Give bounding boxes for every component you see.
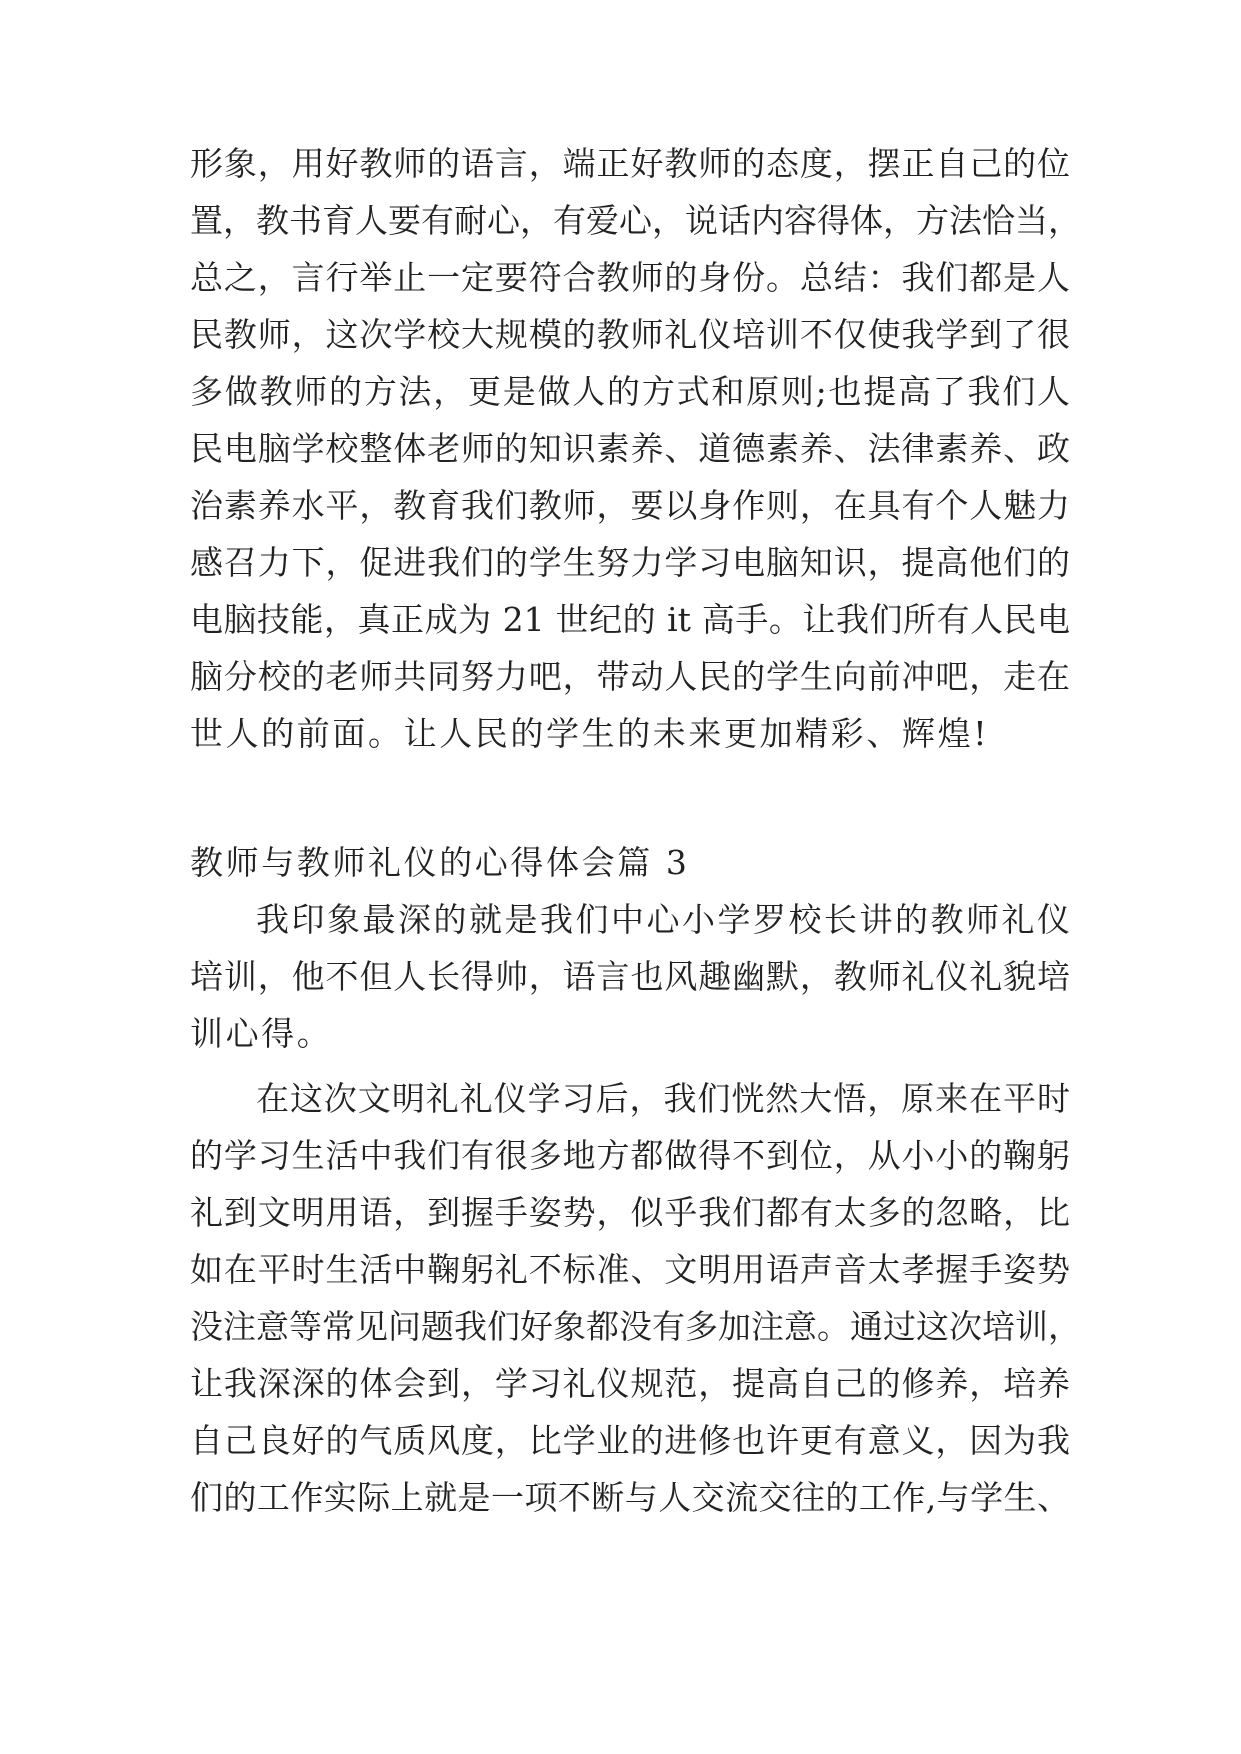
section-heading: 教师与教师礼仪的心得体会篇 3: [190, 843, 690, 882]
body-text-line: 民教师，这次学校大规模的教师礼仪培训不仅使我学到了很: [190, 315, 1070, 354]
body-text-line: 民电脑学校整体老师的知识素养、道德素养、法律素养、政: [190, 429, 1070, 468]
body-text-line: 训心得。: [190, 1014, 333, 1053]
body-text-line: 让我深深的体会到，学习礼仪规范，提高自己的修养，培养: [190, 1364, 1070, 1403]
body-text-line: 置，教书育人要有耐心，有爱心，说话内容得体，方法恰当，: [190, 201, 1081, 240]
body-text-line: 我印象最深的就是我们中心小学罗校长讲的教师礼仪: [256, 900, 1070, 939]
body-text-line: 礼到文明用语，到握手姿势，似乎我们都有太多的忽略，比: [190, 1193, 1070, 1232]
body-text-line: 的学习生活中我们有很多地方都做得不到位，从小小的鞠躬: [190, 1136, 1070, 1175]
body-text-line: 培训，他不但人长得帅，语言也风趣幽默，教师礼仪礼貌培: [190, 957, 1070, 996]
body-text-line: 在这次文明礼礼仪学习后，我们恍然大悟，原来在平时: [256, 1079, 1070, 1118]
body-text-line: 多做教师的方法，更是做人的方式和原则;也提高了我们人: [190, 372, 1070, 411]
body-text-line: 如在平时生活中鞠躬礼不标准、文明用语声音太孝握手姿势: [190, 1250, 1070, 1289]
body-text-line: 形象，用好教师的语言，端正好教师的态度，摆正自己的位: [190, 144, 1070, 183]
body-text-line: 电脑技能，真正成为 21 世纪的 it 高手。让我们所有人民电: [190, 600, 1070, 639]
body-text-line: 世人的前面。让人民的学生的未来更加精彩、辉煌!: [190, 714, 990, 753]
body-text-line: 脑分校的老师共同努力吧，带动人民的学生向前冲吧，走在: [190, 657, 1070, 696]
body-text-line: 感召力下，促进我们的学生努力学习电脑知识，提高他们的: [190, 543, 1070, 582]
body-text-line: 总之，言行举止一定要符合教师的身份。总结：我们都是人: [190, 258, 1070, 297]
body-text-line: 没注意等常见问题我们好象都没有多加注意。通过这次培训，: [190, 1307, 1081, 1346]
body-text-line: 自己良好的气质风度，比学业的进修也许更有意义，因为我: [190, 1421, 1070, 1460]
body-text-line: 治素养水平，教育我们教师，要以身作则，在具有个人魅力: [190, 486, 1070, 525]
body-text-line: 们的工作实际上就是一项不断与人交流交往的工作,与学生、: [190, 1478, 1070, 1517]
